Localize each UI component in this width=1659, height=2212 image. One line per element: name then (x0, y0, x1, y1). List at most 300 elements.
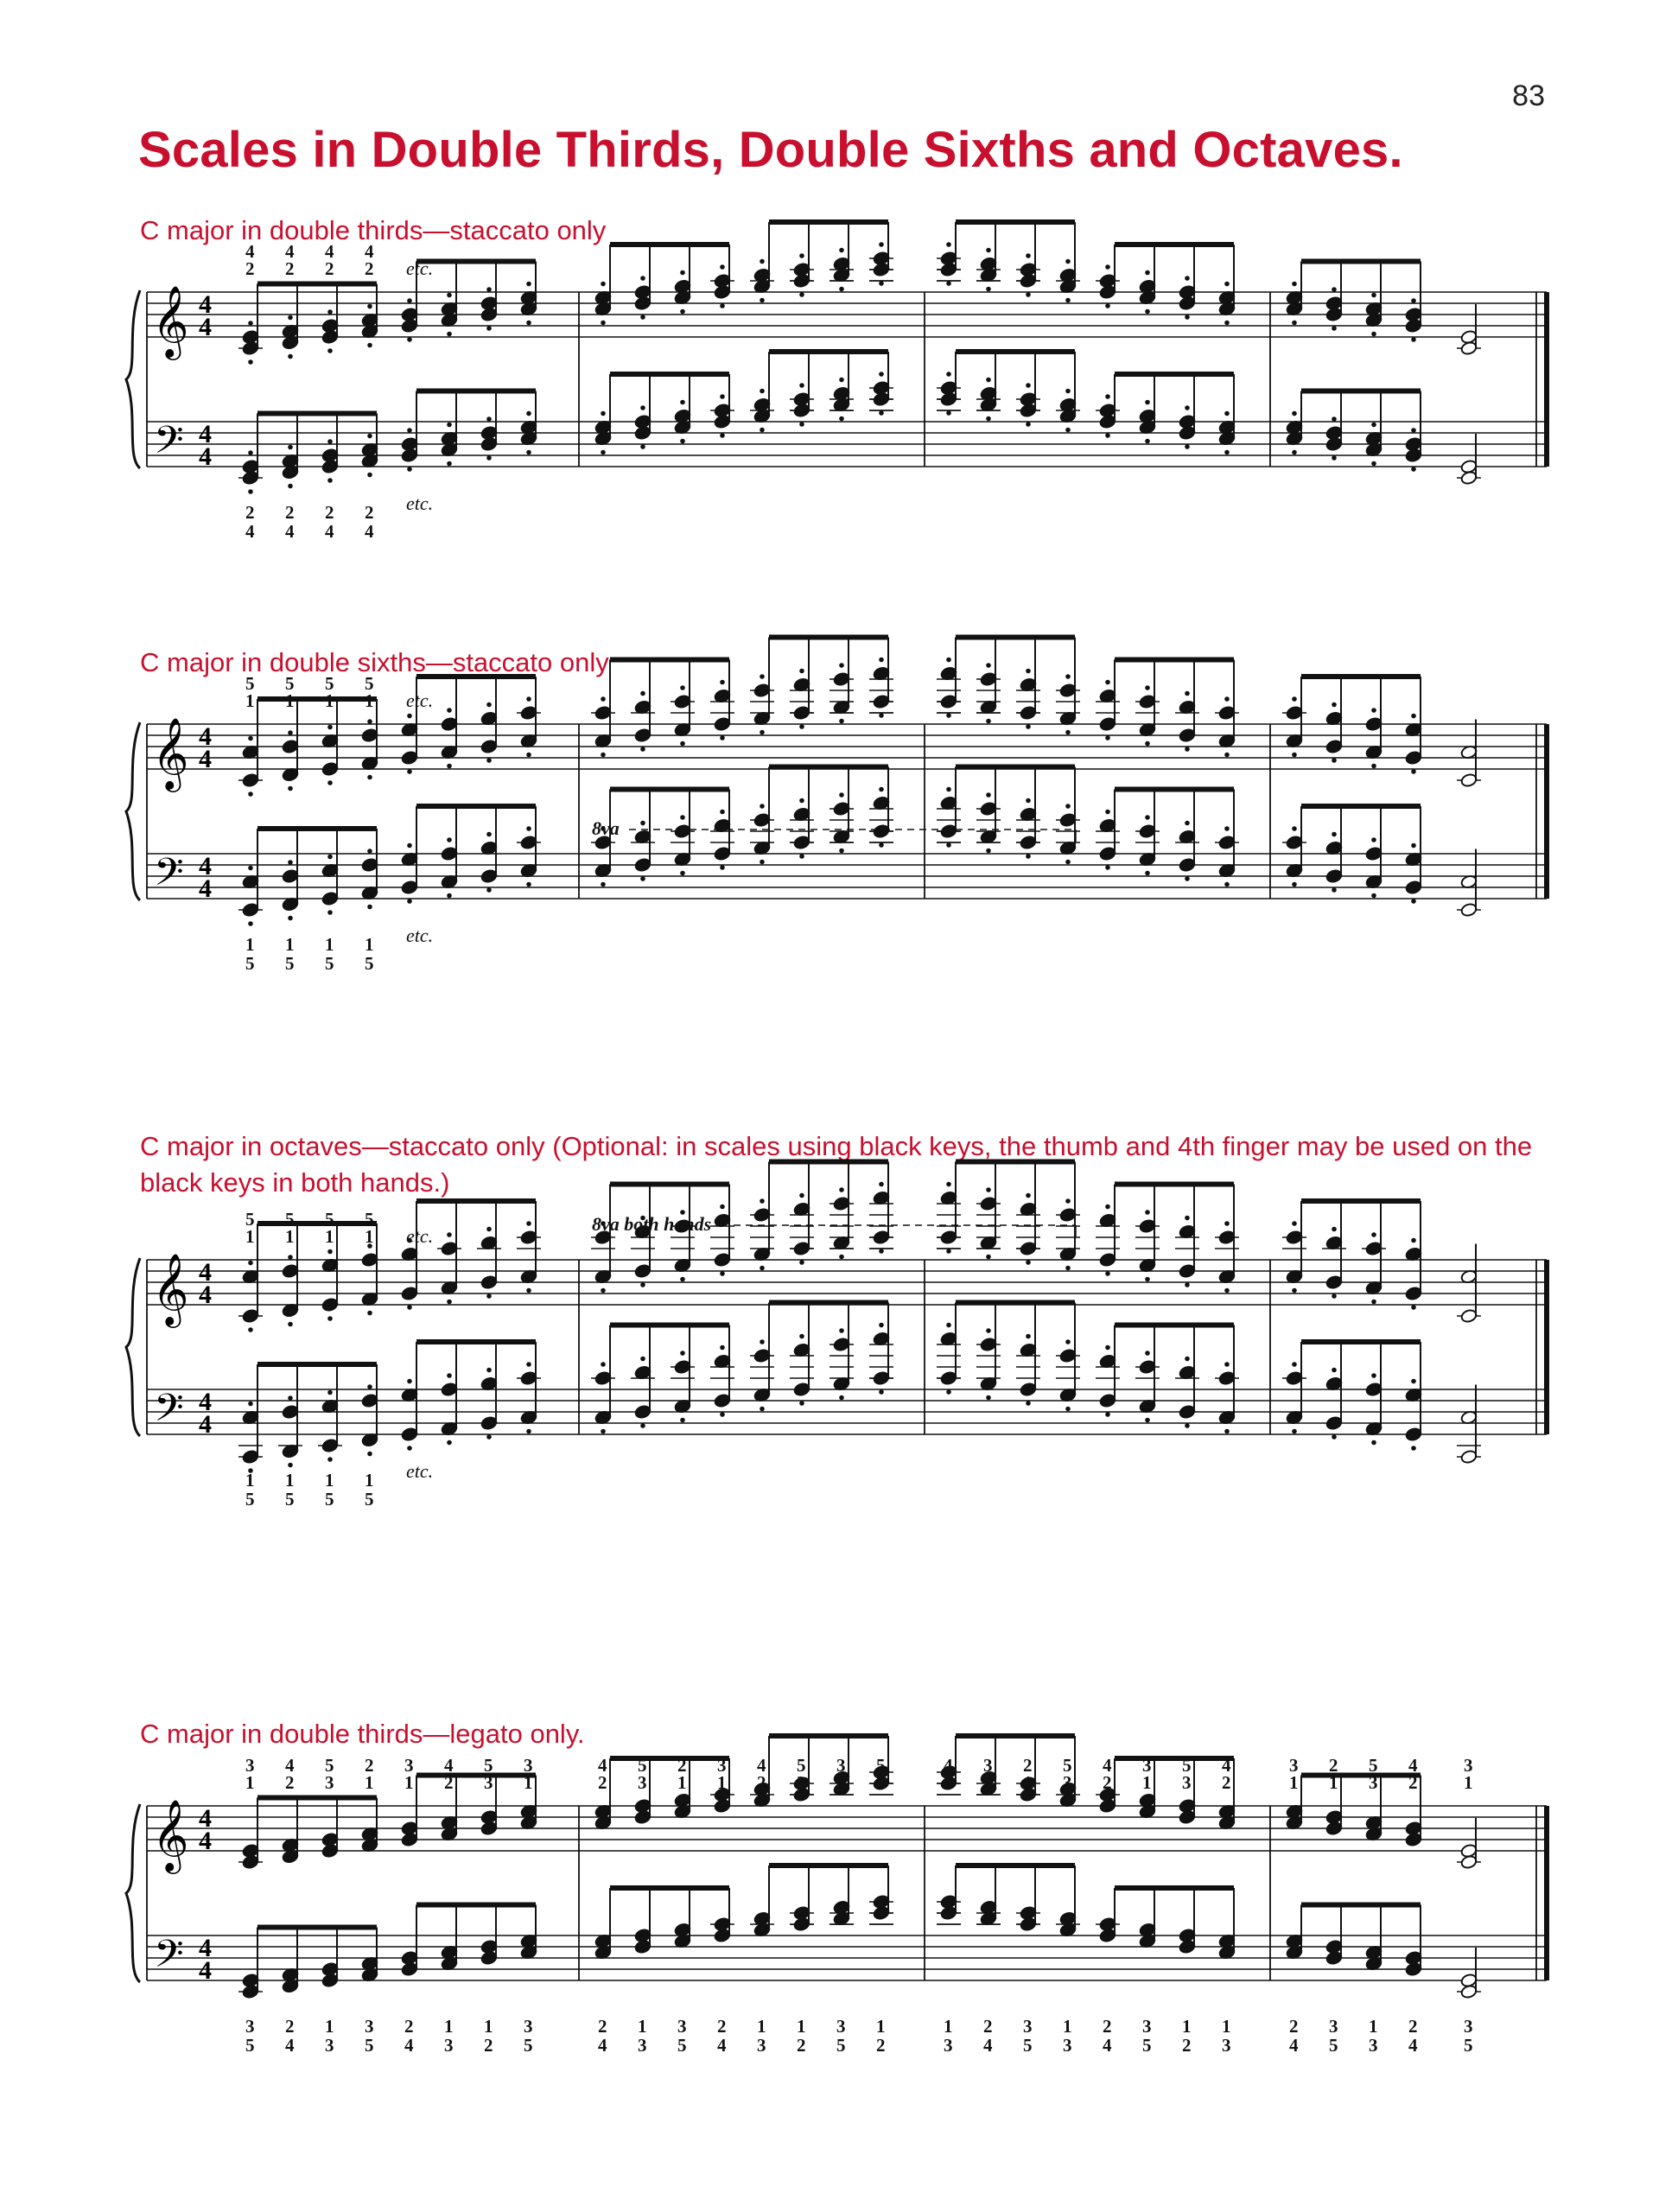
staccato-dot (799, 1193, 804, 1198)
staccato-dot (526, 411, 531, 416)
fingering-number: 4 (404, 2035, 414, 2056)
staccato-dot (1224, 1429, 1230, 1434)
staccato-dot (946, 787, 951, 792)
bass-clef: 𝄢 (154, 1931, 184, 1986)
staccato-dot (1332, 326, 1337, 331)
page-title: Scales in Double Thirds, Double Sixths and Octaves. (138, 122, 1403, 178)
staccato-dot (1332, 832, 1337, 837)
staccato-dot (1185, 444, 1190, 449)
time-signature-bottom: 4 (199, 1410, 212, 1439)
staccato-dot (407, 298, 412, 303)
fingering-number: 5 (1329, 2035, 1338, 2056)
fingering-number: 5 (484, 1755, 493, 1776)
fingering-number: 2 (876, 2035, 886, 2056)
fingering-number: 1 (285, 1226, 295, 1247)
fingering-number: 3 (325, 1772, 334, 1793)
fingering-number: 3 (717, 1755, 727, 1776)
staccato-dot (720, 264, 725, 270)
staccato-dot (760, 804, 765, 809)
staccato-dot (1371, 1232, 1376, 1237)
fingering-number: 5 (797, 1755, 806, 1776)
staccato-dot (839, 248, 844, 253)
fingering-number: 3 (1142, 1755, 1152, 1776)
staccato-dot (760, 674, 765, 679)
fingering-number: 3 (1369, 1772, 1378, 1793)
staccato-dot (720, 394, 725, 399)
fingering-number: 5 (1369, 1755, 1378, 1776)
fingering-number: 3 (404, 1755, 414, 1776)
staccato-dot (1411, 1238, 1416, 1243)
staccato-dot (1026, 292, 1031, 297)
octave-marking: 8va (592, 817, 620, 839)
staccato-dot (1332, 1434, 1337, 1440)
fingering-number: 5 (285, 953, 295, 974)
staccato-dot (1026, 1260, 1031, 1265)
staccato-dot (1145, 439, 1150, 444)
fingering-number: 3 (484, 1772, 493, 1793)
staccato-dot (1224, 826, 1230, 831)
fingering-number: 1 (285, 690, 295, 711)
staccato-dot (1371, 764, 1376, 769)
fingering-number: 2 (983, 2016, 993, 2037)
fingering-number: 1 (245, 1226, 255, 1247)
etc-marking: etc. (406, 925, 434, 946)
staccato-dot (1411, 843, 1416, 849)
fingering-number: 3 (677, 2016, 687, 2037)
fingering-number: 4 (365, 241, 374, 262)
staccato-dot (1224, 753, 1230, 758)
fingering-number: 4 (325, 521, 334, 542)
fingering-number: 4 (444, 1755, 454, 1776)
staccato-dot (1411, 337, 1416, 342)
staccato-dot (447, 1300, 452, 1305)
staccato-dot (1026, 383, 1031, 388)
section-caption: C major in double thirds—staccato only (140, 215, 607, 245)
time-signature-bottom: 4 (199, 1956, 212, 1985)
fingering-number: 4 (757, 1755, 766, 1776)
fingering-number: 1 (1182, 2016, 1192, 2037)
fingering-number: 1 (836, 1772, 846, 1793)
staccato-dot (680, 270, 685, 276)
staccato-dot (367, 434, 372, 439)
fingering-number: 2 (365, 258, 374, 279)
staccato-dot (486, 1368, 492, 1373)
staccato-dot (288, 315, 293, 321)
etc-marking: etc. (406, 257, 434, 279)
score-svg (121, 241, 1555, 542)
staccato-dot (1065, 428, 1071, 433)
staccato-dot (760, 259, 765, 264)
fingering-number: 5 (1182, 1755, 1192, 1776)
staccato-dot (1065, 860, 1071, 865)
fingering-number: 2 (598, 1772, 607, 1793)
staccato-dot (839, 1395, 844, 1401)
staccato-dot (327, 1390, 333, 1395)
fingering-number: 2 (365, 1755, 374, 1776)
staccato-dot (946, 658, 951, 663)
staccato-dot (248, 450, 253, 455)
staccato-dot (1145, 815, 1150, 820)
section-caption: C major in octaves—staccato only (Optional: in scales using black keys, the thumb and 4th finger may be used on the black keys in both hands.) (140, 1131, 1533, 1198)
staccato-dot (526, 1288, 531, 1294)
staccato-dot (640, 1423, 645, 1428)
staccato-dot (1411, 428, 1416, 433)
staccato-dot (640, 444, 645, 449)
staccato-dot (1105, 433, 1110, 438)
time-signature-top: 4 (199, 722, 212, 751)
staccato-dot (1332, 1368, 1337, 1373)
staccato-dot (1105, 1412, 1110, 1417)
staccato-dot (680, 815, 685, 820)
fingering-number: 5 (1142, 2035, 1152, 2056)
staccato-dot (680, 400, 685, 405)
fingering-number: 4 (1408, 1755, 1418, 1776)
staccato-dot (601, 450, 606, 455)
staccato-dot (680, 685, 685, 690)
time-signature-bottom: 4 (199, 1827, 212, 1855)
staccato-dot (526, 450, 531, 455)
staccato-dot (799, 383, 804, 388)
staccato-dot (1332, 416, 1337, 422)
fingering-number: 3 (1063, 2035, 1072, 2056)
staccato-dot (1292, 1288, 1297, 1294)
fingering-number: 5 (365, 2035, 374, 2056)
staccato-dot (447, 837, 452, 842)
score-svg (121, 1755, 1555, 2056)
staccato-dot (799, 253, 804, 258)
staccato-dot (486, 702, 492, 708)
staccato-dot (288, 1395, 293, 1401)
fingering-number: 3 (1289, 1755, 1299, 1776)
staccato-dot (1145, 1351, 1150, 1356)
staccato-dot (288, 354, 293, 359)
staccato-dot (640, 747, 645, 752)
staccato-dot (601, 321, 606, 326)
staccato-dot (1224, 450, 1230, 455)
fingering-number: 2 (285, 502, 295, 523)
fingering-number: 3 (1023, 2016, 1033, 2037)
staccato-dot (839, 849, 844, 854)
staccato-dot (367, 343, 372, 348)
staccato-dot (799, 854, 804, 859)
octave-marking: 8va both hands (592, 1213, 712, 1235)
fingering-number: 2 (1182, 2035, 1192, 2056)
fingering-number: 4 (245, 241, 255, 262)
fingering-number: 1 (876, 2016, 886, 2037)
fingering-number: 1 (524, 1772, 533, 1793)
time-signature-top: 4 (199, 290, 212, 319)
fingering-number: 1 (365, 690, 374, 711)
fingering-number: 1 (245, 934, 255, 955)
staccato-dot (839, 663, 844, 668)
staccato-dot (986, 719, 991, 724)
fingering-number: 3 (638, 1772, 647, 1793)
staccato-dot (1332, 887, 1337, 893)
staccato-dot (879, 372, 884, 377)
fingering-number: 2 (1289, 2016, 1299, 2037)
fingering-number: 4 (1222, 1755, 1231, 1776)
staccato-dot (1371, 293, 1376, 298)
fingering-number: 3 (983, 1755, 993, 1776)
etc-marking: etc. (406, 493, 434, 514)
fingering-number: 2 (1408, 1772, 1418, 1793)
staccato-dot (1065, 259, 1071, 264)
fingering-number: 1 (444, 2016, 454, 2037)
staccato-dot (367, 849, 372, 854)
fingering-number: 5 (365, 1209, 374, 1230)
staccato-dot (526, 882, 531, 887)
fingering-number: 4 (717, 2035, 727, 2056)
staccato-dot (486, 1434, 492, 1440)
staccato-dot (1185, 1216, 1190, 1221)
brace (126, 1804, 140, 1982)
staccato-dot (640, 1357, 645, 1362)
fingering-number: 2 (245, 258, 255, 279)
staccato-dot (1292, 882, 1297, 887)
staccato-dot (1105, 264, 1110, 270)
staccato-dot (447, 708, 452, 713)
staccato-dot (760, 1266, 765, 1271)
staccato-dot (327, 348, 333, 353)
staccato-dot (1145, 309, 1150, 315)
staccato-dot (720, 735, 725, 741)
staccato-dot (1292, 411, 1297, 416)
staccato-dot (1185, 405, 1190, 410)
fingering-number: 3 (365, 2016, 374, 2037)
fingering-number: 2 (484, 2035, 493, 2056)
staccato-dot (839, 1187, 844, 1192)
staccato-dot (680, 1418, 685, 1423)
staccato-dot (447, 423, 452, 428)
staccato-dot (839, 378, 844, 383)
fingering-number: 2 (1103, 1772, 1112, 1793)
staccato-dot (946, 1323, 951, 1328)
fingering-number: 4 (325, 241, 334, 262)
fingering-number: 4 (983, 2035, 993, 2056)
staccato-dot (1332, 702, 1337, 708)
bass-clef: 𝄢 (154, 417, 184, 472)
staccato-dot (720, 865, 725, 870)
staccato-dot (1065, 674, 1071, 679)
fingering-number: 1 (245, 1772, 255, 1793)
staccato-dot (526, 321, 531, 326)
staccato-dot (367, 905, 372, 910)
fingering-number: 2 (717, 2016, 727, 2037)
fingering-number: 3 (1369, 2035, 1378, 2056)
staccato-dot (1026, 669, 1031, 674)
staccato-dot (640, 691, 645, 696)
staccato-dot (1145, 741, 1150, 747)
staccato-dot (839, 1255, 844, 1260)
page-number: 83 (1512, 79, 1545, 112)
fingering-number: 2 (1329, 1755, 1338, 1776)
staccato-dot (1026, 1334, 1031, 1339)
fingering-number: 4 (598, 2035, 607, 2056)
brace (126, 1258, 140, 1436)
staccato-dot (1224, 411, 1230, 416)
fingering-number: 1 (325, 1226, 334, 1247)
staccato-dot (640, 315, 645, 320)
fingering-number: 5 (325, 1489, 334, 1510)
staccato-dot (1292, 696, 1297, 702)
score-svg (121, 673, 1555, 974)
fingering-number: 2 (285, 258, 295, 279)
staccato-dot (1371, 837, 1376, 842)
fingering-number: 5 (1464, 2035, 1473, 2056)
fingering-number: 1 (325, 934, 334, 955)
staccato-dot (407, 1379, 412, 1384)
staccato-dot (526, 282, 531, 287)
staccato-dot (760, 389, 765, 394)
staccato-dot (601, 882, 606, 887)
staccato-dot (248, 866, 253, 871)
treble-clef: 𝄞 (152, 716, 189, 789)
staccato-dot (447, 893, 452, 899)
staccato-dot (1026, 1401, 1031, 1406)
fingering-number: 5 (638, 1755, 647, 1776)
staccato-dot (1411, 1305, 1416, 1310)
staccato-dot (720, 680, 725, 685)
staccato-dot (1026, 854, 1031, 859)
staccato-dot (1411, 1446, 1416, 1451)
staccato-dot (946, 410, 951, 416)
fingering-number: 2 (1222, 1772, 1231, 1793)
staccato-dot (720, 433, 725, 438)
fingering-number: 1 (797, 2016, 806, 2037)
fingering-number: 4 (285, 521, 295, 542)
music-system (121, 241, 1555, 542)
fingering-number: 1 (1023, 1772, 1033, 1793)
staccato-dot (680, 741, 685, 747)
staccato-dot (526, 1362, 531, 1367)
time-signature-bottom: 4 (199, 313, 212, 341)
staccato-dot (447, 293, 452, 298)
staccato-dot (1224, 1288, 1230, 1294)
fingering-number: 5 (365, 1489, 374, 1510)
fingering-number: 5 (524, 2035, 533, 2056)
fingering-number: 1 (638, 2016, 647, 2037)
staccato-dot (986, 378, 991, 383)
treble-clef: 𝄞 (152, 1252, 189, 1325)
staccato-dot (486, 287, 492, 292)
staccato-dot (799, 669, 804, 674)
fingering-number: 1 (1464, 1772, 1473, 1793)
staccato-dot (839, 416, 844, 422)
staccato-dot (288, 484, 293, 489)
staccato-dot (601, 696, 606, 702)
staccato-dot (526, 1221, 531, 1226)
time-signature-top: 4 (199, 852, 212, 880)
staccato-dot (447, 332, 452, 337)
staccato-dot (407, 337, 412, 342)
staccato-dot (799, 798, 804, 804)
staccato-dot (1185, 315, 1190, 320)
fingering-number: 4 (285, 1755, 295, 1776)
staccato-dot (601, 1288, 606, 1294)
staccato-dot (1411, 1379, 1416, 1384)
staccato-dot (1105, 1345, 1110, 1351)
staccato-dot (799, 292, 804, 297)
time-signature-bottom: 4 (199, 442, 212, 471)
treble-clef: 𝄞 (152, 284, 189, 357)
staccato-dot (986, 1255, 991, 1260)
fingering-number: 5 (245, 1489, 255, 1510)
staccato-dot (879, 281, 884, 286)
staccato-dot (1105, 735, 1110, 741)
staccato-dot (799, 1401, 804, 1406)
staccato-dot (1026, 253, 1031, 258)
staccato-dot (1292, 1429, 1297, 1434)
fingering-number: 5 (1063, 1755, 1072, 1776)
staccato-dot (879, 1323, 884, 1328)
staccato-dot (839, 719, 844, 724)
staccato-dot (486, 758, 492, 763)
staccato-dot (1105, 394, 1110, 399)
staccato-dot (447, 1440, 452, 1446)
staccato-dot (1292, 1221, 1297, 1226)
staccato-dot (720, 810, 725, 815)
staccato-dot (407, 467, 412, 472)
staccato-dot (986, 287, 991, 292)
staccato-dot (760, 298, 765, 303)
staccato-dot (946, 842, 951, 848)
fingering-number: 5 (365, 673, 374, 694)
staccato-dot (680, 439, 685, 444)
staccato-dot (680, 1277, 685, 1282)
fingering-number: 1 (1222, 2016, 1231, 2037)
staccato-dot (839, 287, 844, 292)
fingering-number: 2 (444, 1772, 454, 1793)
fingering-number: 3 (524, 1755, 533, 1776)
staccato-dot (288, 1322, 293, 1327)
staccato-dot (1065, 804, 1071, 809)
fingering-number: 3 (836, 1755, 846, 1776)
fingering-number: 2 (245, 502, 255, 523)
staccato-dot (1065, 1407, 1071, 1412)
fingering-number: 2 (325, 502, 334, 523)
fingering-number: 2 (598, 2016, 607, 2037)
staccato-dot (1371, 1440, 1376, 1446)
staccato-dot (248, 489, 253, 494)
fingering-number: 3 (245, 1755, 255, 1776)
fingering-number: 4 (285, 241, 295, 262)
staccato-dot (1026, 1193, 1031, 1198)
staccato-dot (1026, 798, 1031, 804)
time-signature-bottom: 4 (199, 745, 212, 773)
etc-marking: etc. (406, 1225, 434, 1247)
staccato-dot (407, 428, 412, 433)
fingering-number: 5 (245, 953, 255, 974)
staccato-dot (1411, 467, 1416, 472)
staccato-dot (248, 1261, 253, 1266)
etc-marking: etc. (406, 690, 434, 711)
fingering-number: 2 (677, 1755, 687, 1776)
fingering-number: 2 (797, 2035, 806, 2056)
staccato-dot (946, 242, 951, 247)
fingering-number: 5 (677, 2035, 687, 2056)
staccato-dot (601, 753, 606, 758)
staccato-dot (1332, 287, 1337, 292)
fingering-number: 5 (876, 1755, 886, 1776)
music-system (121, 1209, 1555, 1510)
staccato-dot (526, 1429, 531, 1434)
fingering-number: 3 (797, 1772, 806, 1793)
staccato-dot (879, 242, 884, 247)
fingering-number: 1 (365, 1772, 374, 1793)
staccato-dot (1411, 769, 1416, 774)
staccato-dot (327, 910, 333, 915)
staccato-dot (879, 1249, 884, 1254)
